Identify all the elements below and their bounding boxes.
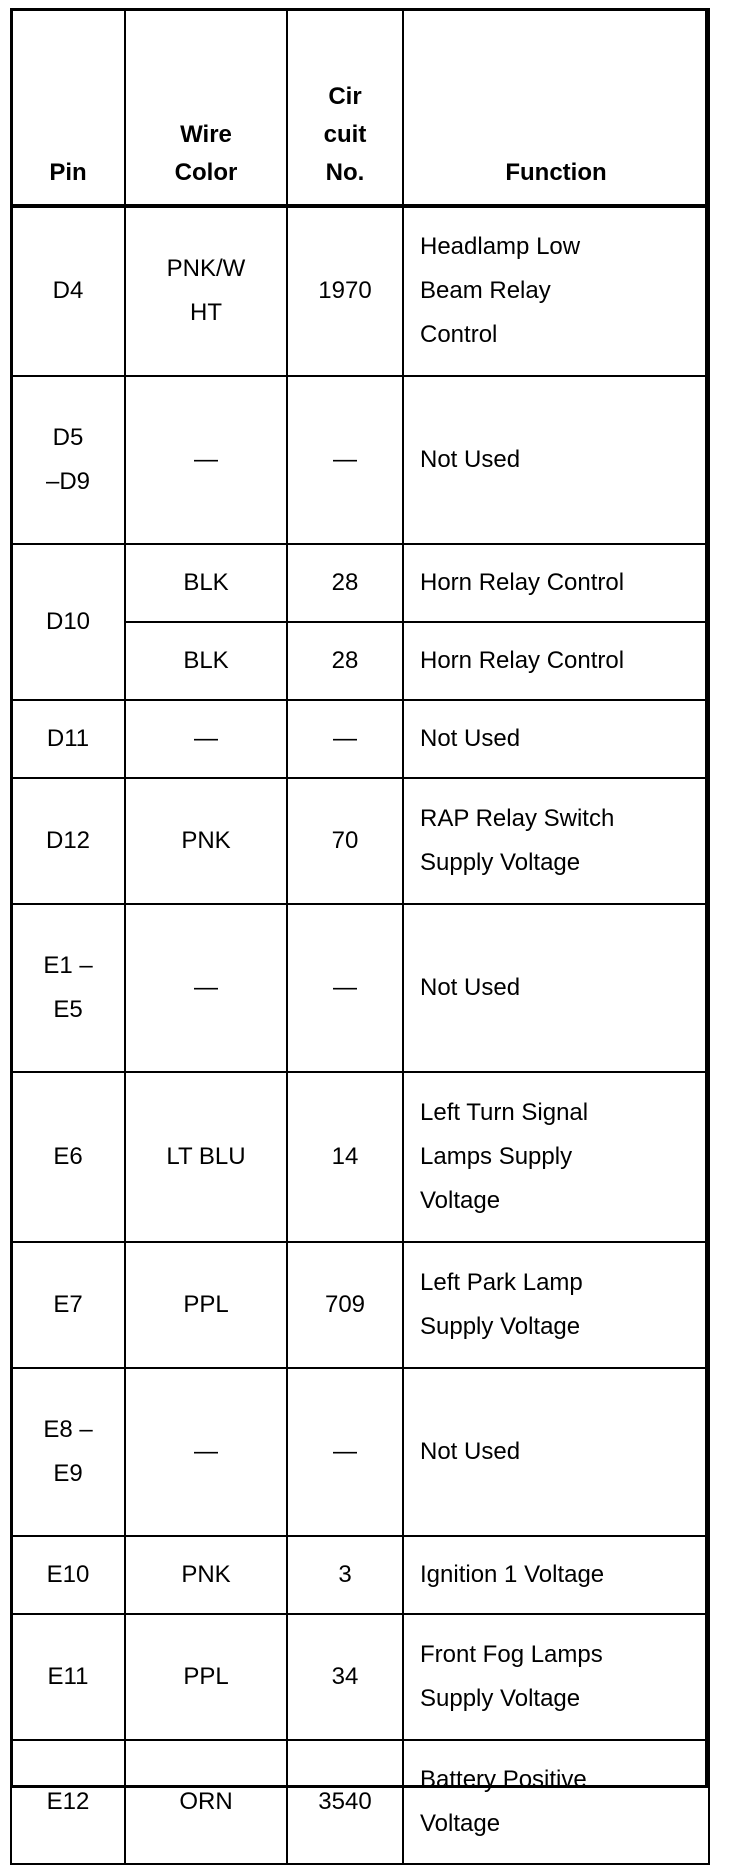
pin-cell: D10 xyxy=(11,544,125,700)
table-outer-border xyxy=(10,8,708,1788)
function-text: Front Fog Lamps Supply Voltage xyxy=(420,1640,603,1712)
pin-cell: E7 xyxy=(11,1242,125,1368)
function-cell: Not Used xyxy=(403,376,709,544)
circuit-cell: 70 xyxy=(287,778,403,904)
function-text: RAP Relay Switch Supply Voltage xyxy=(420,804,615,876)
wire-color-cell: PNK xyxy=(125,1536,287,1614)
function-cell: Not Used xyxy=(403,1368,709,1536)
pin-cell: E11 xyxy=(11,1614,125,1740)
header-wire-color-label: Wire Color xyxy=(174,120,238,186)
pin-cell: E12 xyxy=(11,1740,125,1864)
wire-color-cell: LT BLU xyxy=(125,1072,287,1242)
circuit-cell: — xyxy=(287,376,403,544)
wire-color-text: PNK/W HT xyxy=(166,255,246,326)
function-cell: Horn Relay Control xyxy=(403,622,709,700)
circuit-cell: 14 xyxy=(287,1072,403,1242)
circuit-cell: 28 xyxy=(287,622,403,700)
header-function: Function xyxy=(403,10,709,206)
pin-cell: D11 xyxy=(11,700,125,778)
circuit-cell: 34 xyxy=(287,1614,403,1740)
circuit-cell: 1970 xyxy=(287,206,403,376)
pin-text: E8 –E9 xyxy=(43,1415,93,1487)
circuit-cell: — xyxy=(287,1368,403,1536)
pin-cell: D4 xyxy=(11,206,125,376)
wire-color-cell: — xyxy=(125,376,287,544)
circuit-cell: — xyxy=(287,904,403,1072)
function-cell: Horn Relay Control xyxy=(403,544,709,622)
pin-cell: D12 xyxy=(11,778,125,904)
wire-color-cell: — xyxy=(125,904,287,1072)
wire-color-cell: PPL xyxy=(125,1242,287,1368)
circuit-cell: 709 xyxy=(287,1242,403,1368)
function-cell: Not Used xyxy=(403,904,709,1072)
function-cell: Not Used xyxy=(403,700,709,778)
circuit-cell: 28 xyxy=(287,544,403,622)
header-circuit-no-label: Cir cuit No. xyxy=(323,82,367,186)
pin-text: D5 –D9 xyxy=(45,423,91,495)
pin-text: E1 –E5 xyxy=(43,951,93,1023)
function-text: Left Turn Signal Lamps Supply Voltage xyxy=(420,1098,589,1214)
function-text: Headlamp Low Beam Relay Control xyxy=(420,233,581,348)
wire-color-cell: ORN xyxy=(125,1740,287,1864)
wire-color-cell: — xyxy=(125,1368,287,1536)
wire-color-cell: BLK xyxy=(125,544,287,622)
wire-color-cell: PNK xyxy=(125,778,287,904)
function-text: Left Park Lamp Supply Voltage xyxy=(420,1268,583,1340)
circuit-cell: — xyxy=(287,700,403,778)
circuit-cell: 3540 xyxy=(287,1740,403,1864)
function-cell: Ignition 1 Voltage xyxy=(403,1536,709,1614)
pin-cell: E6 xyxy=(11,1072,125,1242)
header-pin: Pin xyxy=(11,10,125,206)
function-text: Battery Positive Voltage xyxy=(420,1765,587,1837)
wire-color-cell: — xyxy=(125,700,287,778)
wire-color-cell: PPL xyxy=(125,1614,287,1740)
pin-cell: E10 xyxy=(11,1536,125,1614)
circuit-cell: 3 xyxy=(287,1536,403,1614)
wire-color-cell: BLK xyxy=(125,622,287,700)
